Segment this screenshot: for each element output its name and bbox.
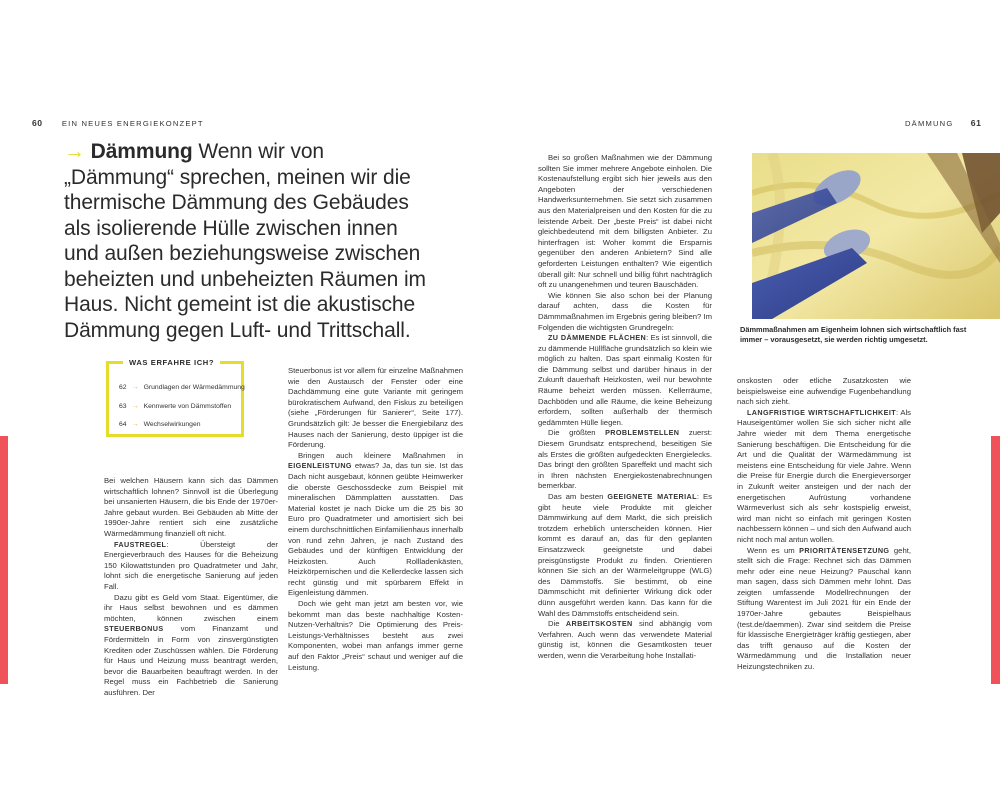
paragraph: Bei so großen Maßnahmen wie der Dämmung sollten Sie immer mehrere Angebote einholen. Die Kostenaufstellung ergibt sich hier jeweils aus den Angeboten der verschiedenen Handwerksunternehmen. Sie setzt sich zusammen aus den Materialpreisen und den Kosten für die zu leistende Arbeit. Der „beste Preis“ ist dabei nicht gleichbedeutend mit dem billigsten Anbieter. Zu hinterfragen ist: Woher kommt die Ersparnis gegenüber den anderen Anbietern? Sind alle geforderten Leistungen enthalten? Wie eigentlich überall gilt: Nur schnell und billig führt nachträglich oft zu unangenehmen und teuren Bauschäden. bbox=[538, 153, 712, 290]
paragraph-text: zuerst: Diesem Grundsatz entsprechend, beseitigen Sie als Erstes die größten aufgedeckten Energielecks. Das bringt den größten Spareffekt und macht sich in Ihren nächsten Energiekostenabrechnungen bemerkbar. bbox=[538, 428, 712, 491]
keyword: PRIORITÄTENSETZUNG bbox=[799, 545, 890, 555]
right-page-number: 61 bbox=[970, 118, 982, 128]
paragraph-text: Dazu gibt es Geld vom Staat. Eigentümer, die ihr Haus selbst bewohnen und es dämmen möchten, können zwischen einem bbox=[104, 592, 278, 623]
arrow-right-icon: → bbox=[64, 140, 85, 163]
info-box-item[interactable] bbox=[119, 421, 201, 428]
paragraph-text: geht, stellt sich die Frage: Rechnet sich das Dämmen mehr oder eine neue Heizung? Pauschal kann man sagen, dass sich Dämmen mehr lohnt. Das zeigten umfassende Modellrechnungen der Stiftung Warentest im Juli 2021 für ein Ende der 1970er-Jahre gebautes Beispielhaus (test.de/daemmen). Zwar sind seitdem die Preise für klassische Energieträger kräftig gestiegen, aber das trifft genauso auf die Kosten der Wärmedämmung und die Installation neuer Heizungstechniken zu. bbox=[737, 545, 912, 672]
paragraph: Doch wie geht man jetzt am besten vor, wie bekommt man das beste nachhaltige Kosten-Nutzen-Verhältnis? Die Optimierung des Preis-Leistungs-Verhältnisses besteht aus zwei Komponenten, wobei man anfangs immer gerne auf den Faktor „Preis“ schaut und weniger auf die Leistung. bbox=[288, 599, 463, 672]
info-box-page: 63 bbox=[119, 403, 127, 410]
paragraph-text: Die größten bbox=[548, 428, 606, 438]
column-2 bbox=[288, 366, 463, 673]
paragraph-text: etwas? Ja, das tun sie. Ist das Dach nicht ausgebaut, können geübte Heimwerker die oberste Geschossdecke zum Beispiel mit mineralischen Dämmplatten ausstatten. Das Material kostet je nach Dicke um die 25 bis 30 Euro pro Quadratmeter und amortisiert sich bei einem durchschnittlichen Einfamilienhaus innerhalb von rund zehn Jahren, je nach Zustand des Gebäudes und der künftigen Entwicklung der Heizkosten. Auch Rollladenkästen, Heizkörpernischen und die Kellerdecke lassen sich recht günstig und mit spürbarem Effekt in Eigenleistung dämmen. bbox=[288, 461, 463, 598]
insulation-photo-image bbox=[752, 153, 1000, 319]
paragraph: Bei welchen Häusern kann sich das Dämmen wirtschaftlich lohnen? Sinnvoll ist die Überlegung bei unsanierten Häusern, die bis Ende der 1970er-Jahre gebaut wurden. Bei Gebäuden ab Mitte der 1990er-Jahre rentiert sich eine zusätzliche Wärmedämmung finanziell oft nicht. bbox=[104, 476, 278, 538]
paragraph-text: Bringen auch kleinere Maßnahmen in bbox=[298, 450, 463, 460]
paragraph bbox=[538, 619, 712, 661]
right-edge-marker bbox=[991, 436, 1000, 684]
paragraph bbox=[538, 333, 712, 428]
info-box-label: Grundlagen der Wärmedämmung bbox=[143, 384, 245, 391]
paragraph bbox=[288, 451, 463, 599]
arrow-right-icon: → bbox=[131, 403, 139, 410]
keyword: PROBLEMSTELLEN bbox=[605, 428, 680, 438]
arrow-right-icon: → bbox=[131, 384, 139, 391]
info-box-item[interactable] bbox=[119, 384, 245, 391]
paragraph bbox=[538, 428, 712, 492]
intro-paragraph bbox=[64, 139, 434, 343]
paragraph: Wie können Sie also schon bei der Planung darauf achten, dass die Kosten für Dämmmaßnahmen im Ergebnis gering bleiben? Im Folgenden die wichtigsten Grundregeln: bbox=[538, 290, 712, 332]
paragraph-text: Die bbox=[548, 619, 566, 629]
paragraph-text: sind abhängig vom Verfahren. Auch wenn das verwendete Material günstig ist, können die Gesamtkosten teuer werden, wenn die Verarbeitung hohe Installati- bbox=[538, 619, 713, 660]
column-4 bbox=[737, 376, 911, 673]
info-box-page: 62 bbox=[119, 384, 127, 391]
insulation-photo bbox=[752, 153, 1000, 319]
paragraph-text: vom Finanzamt und Fördermitteln in Form von zinsvergünstigten Krediten oder Zuschüssen wählen. Die Förderung für Haus und Heizung muss beantragt werden, bevor die Bauarbeiten beauftragt werden. In der Regel muss ein Fachbetrieb die Sanierung ausführen. Der bbox=[104, 624, 278, 697]
paragraph bbox=[737, 546, 911, 673]
paragraph-text: : Es ist sinnvoll, die zu dämmende Hüllfläche grundsätzlich so klein wie möglich zu halten. Das spart einmalig Kosten für die Dämmung selbst und darüber hinaus in der Zukunft dauerhaft Heizkosten, weil nur bewohnte Räume beheizt werden müssen. Kellerräume, Dachböden und alle Räume, die keine Beheizung erfordern, sollten außerhalb der thermisch gedämmten Hülle liegen. bbox=[538, 333, 713, 427]
info-box-label: Wechselwirkungen bbox=[143, 421, 201, 428]
keyword: ARBEITSKOSTEN bbox=[565, 619, 633, 629]
paragraph bbox=[104, 540, 278, 593]
photo-caption: Dämmmaßnahmen am Eigenheim lohnen sich wirtschaftlich fast immer – vorausgesetzt, sie werden richtig umgesetzt. bbox=[740, 325, 967, 344]
info-box bbox=[106, 358, 245, 437]
keyword: GEEIGNETE MATERIAL bbox=[607, 492, 697, 501]
keyword: EIGENLEISTUNG bbox=[288, 461, 352, 471]
right-running-title: DÄMMUNG bbox=[905, 119, 954, 128]
keyword: ZU DÄMMENDE FLÄCHEN bbox=[548, 333, 647, 343]
paragraph-text: : Es gibt heute viele Produkte mit gleicher Dämmwirkung auf dem Markt, die sich preislich trotzdem erheblich unterscheiden können. Hier kommt es darauf an, das für den geplanten Einsatzzweck geeignetste und dabei preisgünstigste Produkt zu finden. Orientieren können Sie sich an der Wärmeleitgruppe (WLG) des Dämmstoffs. Sie bestimmt, ob eine Dämmschicht mit definierter Wirkung dick oder dünn ausgeführt werden kann. Das kann für die Wahl des Dämmstoffs entscheidend sein. bbox=[538, 492, 712, 618]
paragraph: Steuerbonus ist vor allem für einzelne Maßnahmen wie den Austausch der Fenster oder eine Dachdämmung eine gute Variante mit geringem bürokratischem Aufwand, den Fiskus zu beteiligen (siehe „Förderungen für Sanierer“, Seite 177). Grundsätzlich gilt: Je besser die Energiebilanz des Hauses nach der Sanierung, desto üppiger ist die Förderung. bbox=[288, 366, 463, 450]
info-box-label: Kennwerte von Dämmstoffen bbox=[143, 403, 232, 410]
keyword: FAUSTREGEL bbox=[114, 539, 167, 549]
info-box-item[interactable] bbox=[119, 403, 231, 410]
paragraph bbox=[737, 408, 911, 546]
paragraph-text: Wenn es um bbox=[747, 545, 800, 555]
info-box-page: 64 bbox=[119, 421, 127, 428]
paragraph-text: Das am besten bbox=[548, 492, 608, 501]
arrow-right-icon: → bbox=[131, 421, 139, 428]
paragraph bbox=[538, 492, 712, 619]
keyword: STEUERBONUS bbox=[104, 624, 164, 634]
left-edge-marker bbox=[0, 436, 8, 684]
left-running-title: EIN NEUES ENERGIEKONZEPT bbox=[61, 119, 204, 128]
paragraph-text: : Übersteigt der Energieverbrauch des Hauses für die Beheizung 150 Kilowattstunden pro Quadratmeter und Jahr, lohnt sich die energetische Sanierung auf jeden Fall. bbox=[104, 539, 278, 591]
paragraph bbox=[104, 593, 278, 699]
column-1 bbox=[104, 476, 278, 698]
paragraph-text: : Als Hauseigentümer wollen Sie sich sicher nicht alle Jahre wieder mit dem Thema energetische Sanierung beschäftigen. Die Entscheidung für die Art und die Qualität der Wärmedämmung ist meistens eine Entscheidung für viele Jahre. Wenn die Preise für Energie durch die Energieversorger in Zukunft weiter ansteigen und der nach der energetischen Aufrüstung vorhandene Wärmeverlust sich als sehr kostspielig erweist, wird man nicht so einfach mit geringen Kosten nachbessern können – und sich den Aufwand auch nicht noch mal antun wollen. bbox=[737, 407, 911, 544]
paragraph: onskosten oder etliche Zusatzkosten wie beispielsweise eine aufwendige Fugenbehandlung nach sich zieht. bbox=[737, 376, 911, 407]
keyword: LANGFRISTIGE WIRTSCHAFTLICHKEIT bbox=[747, 407, 897, 417]
intro-text: Wenn wir von „Dämmung“ sprechen, meinen wir die thermische Dämmung des Gebäudes als isolierende Hülle zwischen innen und außen beziehungsweise zwischen beheizten und unbeheizten Räumen im Haus. Nicht gemeint ist die akustische Dämmung gegen Luft- und Trittschall. bbox=[64, 140, 426, 342]
right-page-header bbox=[905, 118, 981, 128]
column-3 bbox=[538, 153, 712, 662]
intro-keyword: Dämmung bbox=[90, 140, 193, 163]
left-page-number: 60 bbox=[32, 118, 43, 128]
info-box-title: WAS ERFAHRE ICH? bbox=[123, 358, 220, 367]
left-page-header bbox=[32, 118, 204, 128]
